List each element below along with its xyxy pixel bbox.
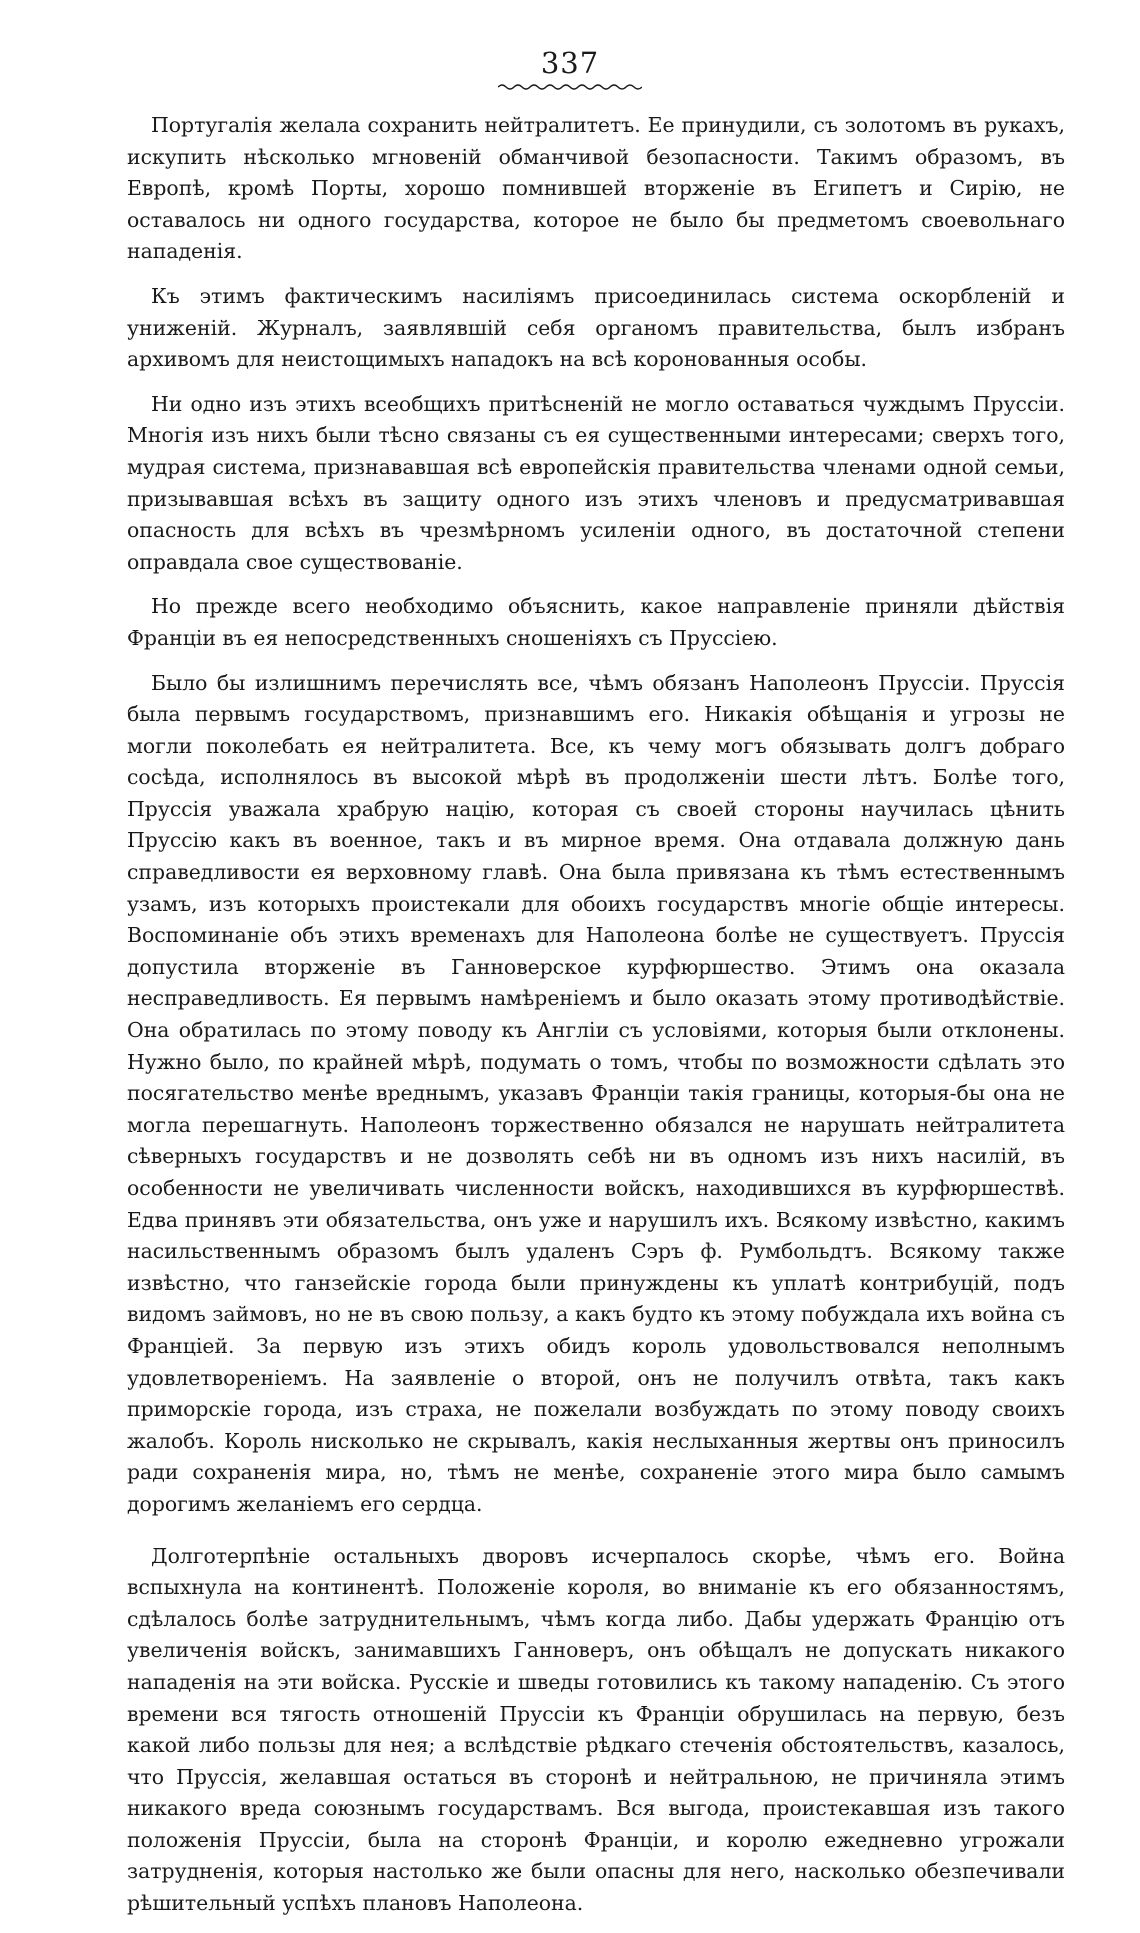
text-body (127, 110, 1065, 1933)
paragraph-6: Долготерпѣніе остальныхъ дворовъ исчерпалось скорѣе, чѣмъ его. Война вспыхнула на континентѣ. Положеніе короля, во вниманіе къ его обязанностямъ, сдѣлалось болѣе затруднительнымъ, чѣмъ когда либо. Дабы удержать Францію отъ увеличенія войскъ, занимавшихъ Ганноверъ, онъ обѣщалъ не допускать никакого нападенія на эти войска. Русскіе и шведы готовились къ такому нападенію. Съ этого времени вся тягость отношеній Пруссіи къ Франціи обрушилась на первую, безъ какой либо пользы для нея; а вслѣдствіе рѣдкаго стеченія обстоятельствъ, казалось, что Пруссія, желавшая остаться въ сторонѣ и нейтральною, не причиняла этимъ никакого вреда союзнымъ государствамъ. Вся выгода, проистекавшая изъ такого положенія Пруссіи, была на сторонѣ Франціи, и королю ежедневно угрожали затрудненія, которыя настолько же были опасны для него, насколько обезпечивали рѣшительный успѣхъ плановъ Наполеона. (127, 1543, 1065, 1916)
paragraph-4: Но прежде всего необходимо объяснить, какое направленіе приняли дѣйствія Франціи въ ея непосредственныхъ сношеніяхъ съ Пруссіею. (127, 594, 1065, 650)
paragraph-5: Было бы излишнимъ перечислять все, чѣмъ обязанъ Наполеонъ Пруссіи. Пруссія была первымъ государствомъ, признавшимъ его. Никакія обѣщанія и угрозы не могли поколебать ея нейтралитета. Все, къ чему могъ обязывать долгъ добраго сосѣда, исполнялось въ высокой мѣрѣ въ продолженіи шести лѣтъ. Болѣе того, Пруссія уважала храбрую націю, которая съ своей стороны научилась цѣнить Пруссію какъ въ военное, такъ и въ мирное время. Она отдавала должную дань справедливости ея верховному главѣ. Она была привязана къ тѣмъ естественнымъ узамъ, изъ которыхъ проистекали для обоихъ государствъ многіе общіе интересы. Воспоминаніе объ этихъ временахъ для Наполеона болѣе не существуетъ. Пруссія допустила вторженіе въ Ганноверское курфюршество. Этимъ она оказала несправедливость. Ея первымъ намѣреніемъ и было оказать этому противодѣйствіе. Она обратилась по этому поводу къ Англіи съ условіями, которыя были отклонены. Нужно было, по крайней мѣрѣ, подумать о томъ, чтобы по возможности сдѣлать это посягательство менѣе вреднымъ, указавъ Франціи такія границы, которыя-бы она не могла перешагнуть. Наполеонъ торжественно обязался не нарушать нейтралитета сѣверныхъ государствъ и не дозволять себѣ ни въ одномъ изъ нихъ насилій, въ особенности не увеличивать численности войскъ, находившихся въ курфюршествѣ. Едва принявъ эти обязательства, онъ уже и нарушилъ ихъ. Всякому извѣстно, какимъ насильственнымъ образомъ былъ удаленъ Сэръ ф. Румбольдтъ. Всякому также извѣстно, что ганзейскіе города были принуждены къ уплатѣ контрибуцій, подъ видомъ займовъ, но не въ свою пользу, а какъ будто къ этому побуждала ихъ война съ Франціей. За первую изъ этихъ обидъ король удовольствовался неполнымъ удовлетвореніемъ. На заявленіе о второй, онъ не получилъ отвѣта, такъ какъ приморскіе города, изъ страха, не пожелали возбуждать по этому поводу своихъ жалобъ. Король нисколько не скрывалъ, какія неслыханныя жертвы онъ приносилъ ради сохраненія мира, но, тѣмъ не менѣе, сохраненіе этого мира было самымъ дорогимъ желаніемъ его сердца. (127, 670, 1065, 1516)
page-number: 337 (540, 46, 600, 80)
paragraph-3: Ни одно изъ этихъ всеобщихъ притѣсненій не могло оставаться чуждымъ Пруссіи. Многія изъ нихъ были тѣсно связаны съ ея существенными интересами; сверхъ того, мудрая система, признававшая всѣ европейскія правительства членами одной семьи, призывавшая всѣхъ въ защиту одного изъ этихъ членовъ и предусматривавшая опасность для всѣхъ въ чрезмѣрномъ усиленіи одного, въ достаточной степени оправдала свое существованіе. (127, 391, 1065, 574)
page-number-flourish (498, 82, 642, 92)
paragraph-2: Къ этимъ фактическимъ насиліямъ присоединилась система оскорбленій и униженій. Журналъ, заявлявшій себя органомъ правительства, былъ избранъ архивомъ для неистощимыхъ нападокъ на всѣ коронованныя особы. (127, 283, 1065, 372)
paragraph-1: Португалія желала сохранить нейтралитетъ. Ее принудили, съ золотомъ въ рукахъ, искупить нѣсколько мгновеній обманчивой безопасности. Такимъ образомъ, въ Европѣ, кромѣ Порты, хорошо помнившей вторженіе въ Египетъ и Сирію, не оставалось ни одного государства, которое не было бы предметомъ своевольнаго нападенія. (127, 113, 1065, 264)
